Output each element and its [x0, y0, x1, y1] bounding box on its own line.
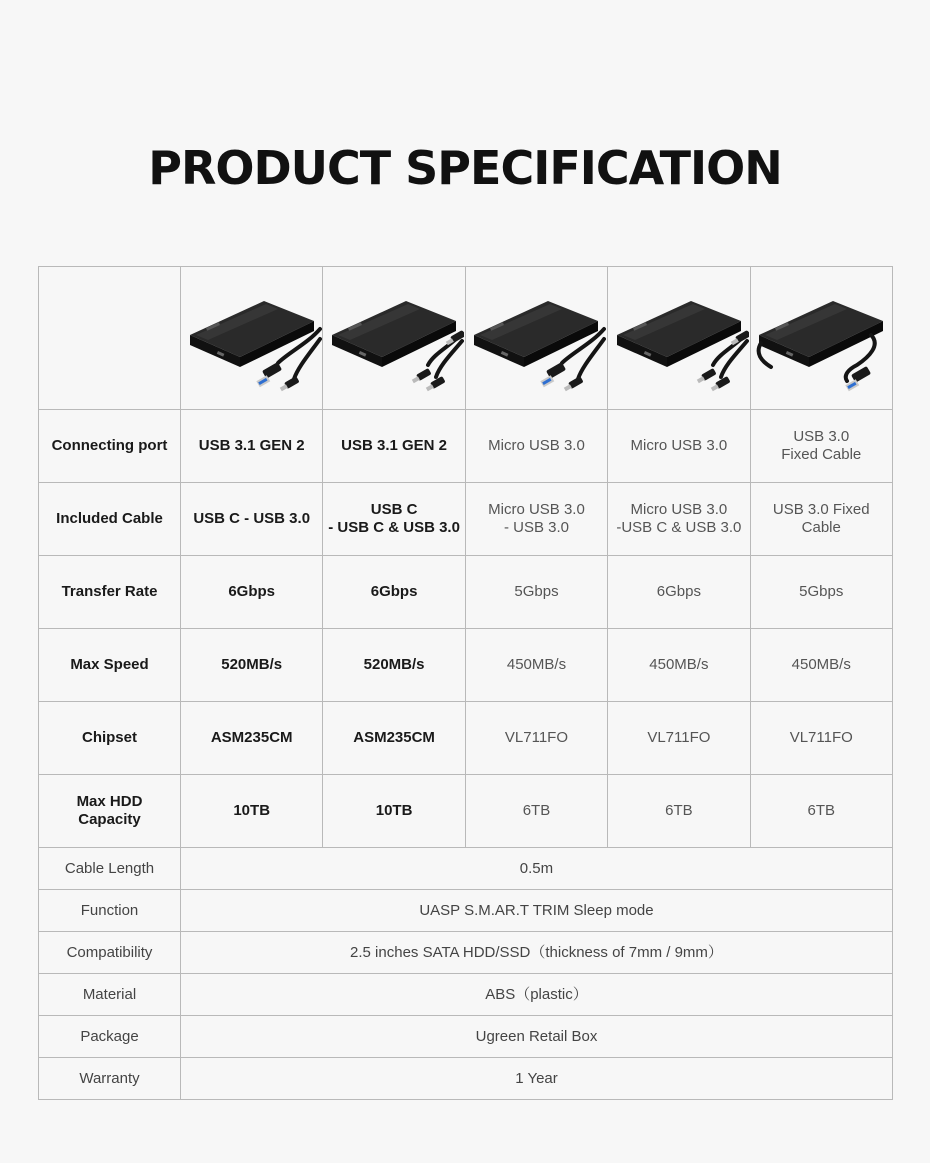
spec-value: 520MB/s — [181, 629, 323, 702]
spec-value: USB 3.1 GEN 2 — [181, 410, 323, 483]
row-label: Transfer Rate — [39, 556, 181, 629]
usb-a-plug — [256, 362, 282, 387]
row-label: Package — [39, 1016, 181, 1058]
general-row — [39, 932, 893, 974]
general-value: 0.5m — [181, 848, 893, 890]
row-label: Material — [39, 974, 181, 1016]
spec-value: USB C - USB 3.0 — [181, 483, 323, 556]
spec-row — [39, 556, 893, 629]
spec-value: VL711FO — [750, 702, 892, 775]
product-image-cell — [323, 267, 465, 410]
general-value: UASP S.M.AR.T TRIM Sleep mode — [181, 890, 893, 932]
spec-value: ASM235CM — [181, 702, 323, 775]
small-plug — [697, 368, 717, 383]
product-image-cell — [608, 267, 750, 410]
small-plug — [564, 376, 584, 391]
spec-value: 6TB — [750, 775, 892, 848]
general-row — [39, 974, 893, 1016]
spec-value: VL711FO — [465, 702, 607, 775]
spec-value: VL711FO — [608, 702, 750, 775]
row-label: Warranty — [39, 1058, 181, 1100]
spec-value: 5Gbps — [465, 556, 607, 629]
product-image-cell — [750, 267, 892, 410]
row-label: Cable Length — [39, 848, 181, 890]
spec-value: Micro USB 3.0 — [608, 410, 750, 483]
spec-value: ASM235CM — [323, 702, 465, 775]
cable — [294, 339, 320, 379]
spec-value: 450MB/s — [465, 629, 607, 702]
product-image-usb-3-1-gen2-dual — [324, 283, 464, 393]
spec-value: USB 3.0 Fixed Cable — [750, 410, 892, 483]
row-label: Function — [39, 890, 181, 932]
general-row — [39, 848, 893, 890]
spec-value: 10TB — [181, 775, 323, 848]
usb-a-plug — [541, 362, 567, 387]
spec-table — [38, 266, 893, 1100]
spec-value: USB 3.0 Fixed Cable — [750, 483, 892, 556]
general-row — [39, 890, 893, 932]
general-row — [39, 1016, 893, 1058]
general-value: ABS（plastic） — [181, 974, 893, 1016]
row-label: Chipset — [39, 702, 181, 775]
spec-value: 6TB — [465, 775, 607, 848]
product-image-micro-usb-single — [466, 283, 606, 393]
spec-row — [39, 629, 893, 702]
product-image-cell — [465, 267, 607, 410]
row-label: Max Speed — [39, 629, 181, 702]
product-image-usb-3-1-gen2-single — [182, 283, 322, 393]
product-image-cell — [181, 267, 323, 410]
spec-value: 6Gbps — [181, 556, 323, 629]
spec-value: 5Gbps — [750, 556, 892, 629]
spec-value: Micro USB 3.0 -USB C & USB 3.0 — [608, 483, 750, 556]
spec-value: 520MB/s — [323, 629, 465, 702]
spec-row — [39, 775, 893, 848]
row-label: Compatibility — [39, 932, 181, 974]
product-image-row — [39, 267, 893, 410]
row-label: Included Cable — [39, 483, 181, 556]
small-plug — [279, 376, 299, 391]
spec-value: 6TB — [608, 775, 750, 848]
page-title: PRODUCT SPECIFICATION — [148, 141, 782, 195]
general-value: Ugreen Retail Box — [181, 1016, 893, 1058]
spec-value: 450MB/s — [750, 629, 892, 702]
corner-cell — [39, 267, 181, 410]
spec-value: Micro USB 3.0 - USB 3.0 — [465, 483, 607, 556]
spec-value: 450MB/s — [608, 629, 750, 702]
spec-row — [39, 410, 893, 483]
spec-row — [39, 483, 893, 556]
general-row — [39, 1058, 893, 1100]
general-value: 1 Year — [181, 1058, 893, 1100]
cable — [578, 339, 604, 379]
spec-value: 10TB — [323, 775, 465, 848]
spec-value: Micro USB 3.0 — [465, 410, 607, 483]
spec-row — [39, 702, 893, 775]
small-plug — [412, 368, 432, 383]
spec-value: USB C - USB C & USB 3.0 — [323, 483, 465, 556]
spec-value: 6Gbps — [323, 556, 465, 629]
row-label: Max HDD Capacity — [39, 775, 181, 848]
product-image-usb-3-0-fixed — [751, 283, 891, 393]
row-label: Connecting port — [39, 410, 181, 483]
spec-value: 6Gbps — [608, 556, 750, 629]
spec-value: USB 3.1 GEN 2 — [323, 410, 465, 483]
general-value: 2.5 inches SATA HDD/SSD（thickness of 7mm / 9mm） — [181, 932, 893, 974]
product-image-micro-usb-dual — [609, 283, 749, 393]
